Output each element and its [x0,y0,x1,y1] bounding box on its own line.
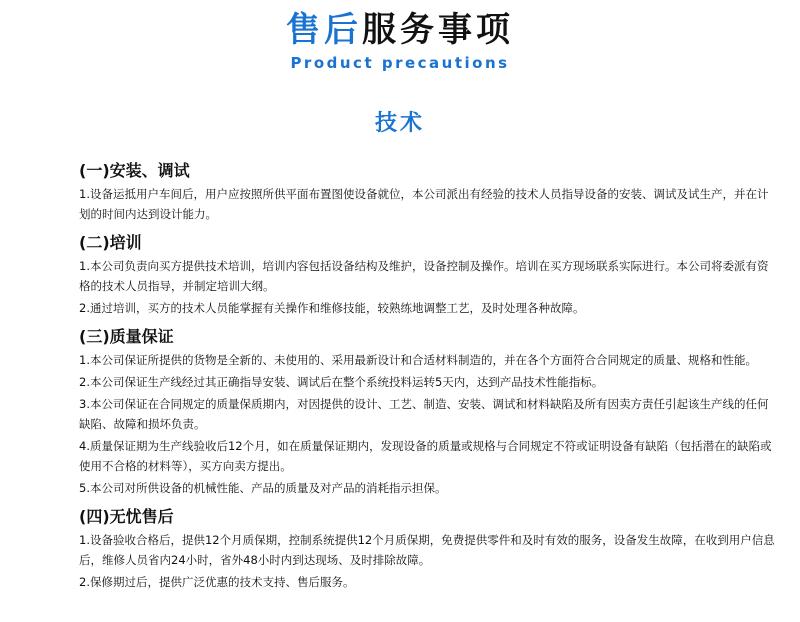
list-item: 5.本公司对所供设备的机械性能、产品的质量及对产品的消耗指示担保。 [79,481,447,495]
page-title [0,8,800,52]
section-title: (二)培训 [79,233,142,252]
section-title: (一)安装、调试 [79,161,190,180]
section-installation [79,160,779,224]
list-item: 1.设备验收合格后，提供12个月质保期，控制系统提供12个月质保期，免费提供零件和及时有效的服务，设备发生故障，在收到用户信息后，维修人员省内24小时，省外48小时内到达现场、及时排除故障。 [79,533,775,567]
list-item: 3.本公司保证在合同规定的质量保质期内，对因提供的设计、工艺、制造、安装、调试和材料缺陷及所有因卖方责任引起该生产线的任何缺陷、故障和损坏负责。 [79,397,769,431]
section-quality [79,326,779,498]
section-training [79,232,779,318]
list-item: 1.本公司负责向买方提供技术培训，培训内容包括设备结构及维护，设备控制及操作。培训在买方现场联系实际进行。本公司将委派有资格的技术人员指导，并制定培训大纲。 [79,259,769,293]
content-body [79,160,779,600]
section-title: (四)无忧售后 [79,507,174,526]
list-item: 2.保修期过后，提供广泛优惠的技术支持、售后服务。 [79,575,355,589]
title-accent: 售后 [286,10,362,50]
page-subtitle: Product precautions [290,54,510,72]
title-rest: 服务事项 [362,10,514,50]
page-header [0,8,800,72]
section-aftersales [79,506,779,592]
list-item: 2.本公司保证生产线经过其正确指导安装、调试后在整个系统投料运转5天内，达到产品技术性能指标。 [79,375,604,389]
list-item: 4.质量保证期为生产线验收后12个月，如在质量保证期内，发现设备的质量或规格与合同规定不符或证明设备有缺陷（包括潜在的缺陷或使用不合格的材料等），买方向卖方提出。 [79,439,772,473]
section-heading: 技术 [374,111,425,136]
section-title: (三)质量保证 [79,327,174,346]
list-item: 1.设备运抵用户车间后，用户应按照所供平面布置图使设备就位，本公司派出有经验的技术人员指导设备的安装、调试及试生产，并在计划的时间内达到设计能力。 [79,187,769,221]
list-item: 1.本公司保证所提供的货物是全新的、未使用的、采用最新设计和合适材料制造的，并在各个方面符合合同规定的质量、规格和性能。 [79,353,757,367]
list-item: 2.通过培训，买方的技术人员能掌握有关操作和维修技能，较熟练地调整工艺，及时处理各种故障。 [79,301,585,315]
